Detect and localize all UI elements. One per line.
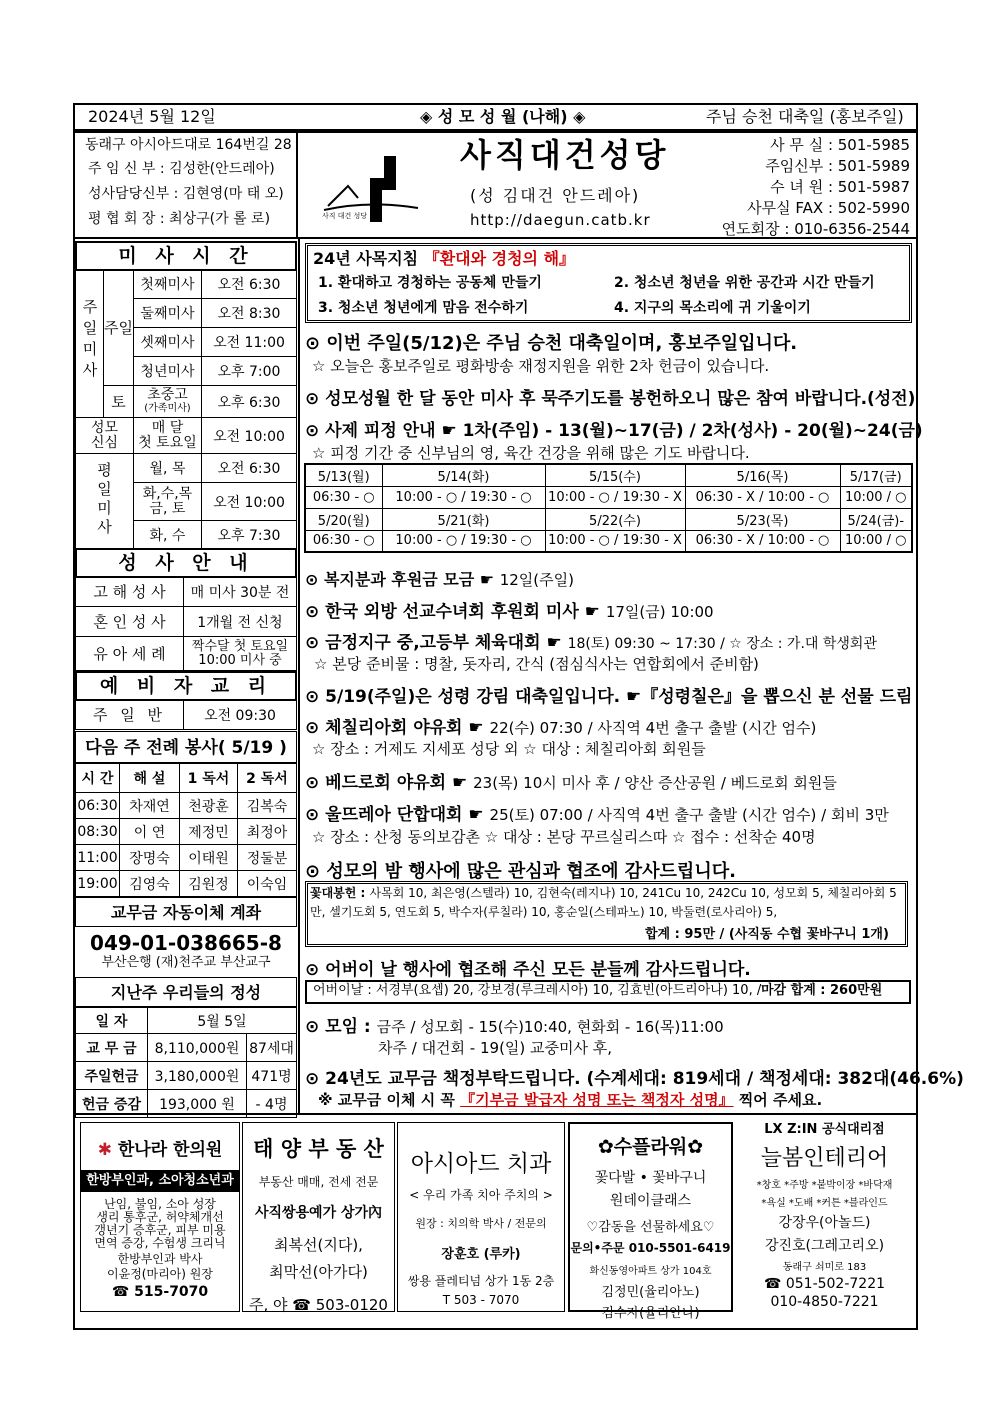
mass-name: 첫째미사 (133, 270, 201, 299)
flower-line: 원데이클래스 (609, 1193, 692, 1209)
header-date: 2024년 5월 12일 (88, 107, 216, 126)
duty-cell: 이 연 (120, 819, 180, 845)
catechumen-table (75, 699, 297, 730)
church-logo (318, 148, 428, 224)
duty-cell: 11:00 (76, 845, 120, 871)
duty-cell: 19:00 (76, 871, 120, 897)
hanara-line: 갱년기 증후군, 피부 미용 (94, 1223, 226, 1237)
marian-devotion-name: 매 달 첫 토요일 (133, 418, 201, 454)
saturday-mass-name: 초중고 (가족미사) (133, 386, 201, 418)
contact-fax: 사무실 FAX : 502-5990 (747, 199, 910, 217)
notice-ascension: ⊙ 이번 주일(5/12)은 주님 승천 대축일이며, 홍보주일입니다. (305, 333, 798, 354)
parish-assistant-priest: 성사담당신부 : 김현영(마 태 오) (88, 186, 284, 202)
duty-cell: 06:30 (76, 793, 120, 819)
bank-title: 교무금 자동이체 계좌 (75, 897, 297, 927)
liturgy-duty-title: 다음 주 전례 봉사( 5/19 ) (75, 731, 297, 763)
notice-rosary: ⊙ 성모성월 한 달 동안 미사 후 묵주기도를 봉헌하오니 많은 참여 바랍니다.(성전) (305, 389, 916, 409)
flower-offering-text: 꽃대봉헌 : 사목회 10, 최은영(스텔라) 10, 김현숙(레지나) 10, 241Cu 10, 242Cu 10, 성모회 5, 체칠리아회 5만, 셀기도회 5, 연도회 5, 박수자(루칠라) 10, 홍순일(스테파노) 10, 박둘련(로사리아) 5, (310, 886, 897, 919)
notice-dues-sub: ※ 교무금 이체 시 꼭 『기부금 발급자 성명 또는 책정자 성명』 찍어 주세요. (318, 1091, 823, 1109)
mass-time: 오전 8:30 (201, 299, 296, 328)
weekday-mass-time: 오전 6:30 (201, 454, 296, 483)
duty-cell: 장명숙 (120, 845, 180, 871)
weekday-mass-time: 오전 10:00 (201, 483, 296, 521)
flower-name: ✿수플라워✿ (597, 1136, 704, 1158)
hanara-line: 생리 통후군, 허약체개선 (96, 1210, 224, 1224)
retreat-mass: 06:30 - X / 10:00 - ○ (685, 530, 840, 552)
offerings-table (75, 1007, 297, 1118)
header-feast: 주님 승천 대축일 (홍보주일) (706, 107, 904, 126)
duty-cell: 정둘분 (238, 845, 297, 871)
notice-retreat: ⊙ 사제 피정 안내 ☛ 1차(주임) - 13(월)~17(금) / 2차(성사) - 20(월)~24(금) (305, 421, 923, 441)
offering-label: 교 무 금 (76, 1034, 148, 1062)
notice-retreat-sub: ☆ 피정 기간 중 신부님의 영, 육간 건강을 위해 많은 기도 바랍니다. (312, 444, 750, 462)
retreat-date: 5/15(수) (545, 464, 685, 486)
taeyang-line: 최복선(지다), (274, 1236, 363, 1254)
sacraments-title: 성 사 안 내 (75, 548, 297, 578)
duty-cell: 이숙임 (238, 871, 297, 897)
offering-count: 471명 (247, 1062, 297, 1090)
parish-pastor: 주 임 신 부 : 김성한(안드레아) (88, 161, 275, 177)
retreat-mass: 10:00 - ○ / 19:30 - ○ (382, 486, 545, 508)
sacrament-value: 1개월 전 신청 (184, 607, 297, 637)
mass-time: 오후 7:00 (201, 357, 296, 386)
hanara-phone: ☎ 515-7070 (111, 1284, 209, 1300)
notice-dues: ⊙ 24년도 교무금 책정부탁드립니다. (수계세대: 819세대 / 책정세대: 382대(46.6%) (305, 1069, 964, 1089)
catechumen-time: 오전 09:30 (184, 700, 297, 730)
interior-line: 동래구 쇠미로 183 (782, 1262, 867, 1273)
sacrament-name: 혼 인 성 사 (76, 607, 184, 637)
mass-name: 셋째미사 (133, 328, 201, 357)
bank-account: 049-01-038665-8 (90, 931, 282, 955)
ads-top-border (73, 1113, 918, 1115)
asiad-slogan: < 우리 가족 치아 주치의 > (409, 1188, 553, 1202)
interior-line: 강진호(그레고리오) (764, 1238, 885, 1254)
notice-sports-day: ⊙ 금정지구 중,고등부 체육대회 ☛ 18(토) 09:30 ~ 17:30 / ☆ 장소 : 가.대 학생회관 (305, 633, 877, 653)
duty-header: 시 간 (76, 764, 120, 793)
retreat-mass: 06:30 - X / 10:00 - ○ (685, 486, 840, 508)
taeyang-line: 사직쌍용예가 상가內 (254, 1205, 383, 1221)
contact-convent: 수 녀 원 : 501-5987 (770, 178, 910, 196)
duty-cell: 김영숙 (120, 871, 180, 897)
duty-header: 해 설 (120, 764, 180, 793)
interior-line: *욕실 *도배 *커튼 *블라인드 (761, 1198, 888, 1209)
sacrament-value: 짝수달 첫 토요일 10:00 미사 중 (184, 637, 297, 671)
flower-line: 김수자(율리안나) (601, 1306, 700, 1321)
retreat-mass: 10:00 - ○ / 19:30 - X (545, 486, 685, 508)
ad-hanara-clinic (80, 1122, 240, 1312)
notice-cecilia-outing-sub: ☆ 장소 : 거제도 지세포 성당 외 ☆ 대상 : 체칠리아회 회원들 (312, 740, 706, 758)
retreat-mass: 06:30 - ○ (305, 530, 382, 552)
flower-line: ♡감동을 선물하세요♡ (586, 1220, 715, 1235)
retreat-date: 5/22(수) (545, 508, 685, 530)
interior-dealer: LX Z:IN 공식대리점 (764, 1122, 885, 1137)
parish-address: 동래구 아시아드대로 164번길 28 (85, 137, 292, 153)
liturgy-duty-table (75, 763, 297, 897)
hanara-logo: ✱ 한나라 한의원 (97, 1140, 223, 1160)
weekday-mass-name: 월, 목 (133, 454, 201, 483)
notice-pentecost: ⊙ 5/19(주일)은 성령 강림 대축일입니다. ☛『성령칠은』을 뽑으신 분 선물 드림 (305, 687, 913, 707)
offering-count: 87세대 (247, 1034, 297, 1062)
retreat-schedule-table (304, 463, 913, 553)
flower-icon: ✱ (97, 1140, 112, 1160)
notice-ascension-sub: ☆ 오늘은 홍보주일로 평화방송 재정지원을 위한 2차 헌금이 있습니다. (312, 357, 770, 375)
duty-cell: 천광훈 (180, 793, 238, 819)
weekday-mass-label: 평일미사 (76, 454, 134, 550)
mass-time: 오전 6:30 (201, 270, 296, 299)
asiad-doctor: 장훈호 (루카) (441, 1247, 521, 1262)
saturday-mass-time: 오후 6:30 (201, 386, 296, 418)
notice-parents-day: ⊙ 어버이 날 행사에 협조해 주신 모든 분들께 감사드립니다. (305, 960, 751, 980)
marian-devotion-time: 오전 10:00 (201, 418, 296, 454)
flower-line: 김정민(율리아노) (601, 1285, 700, 1300)
notice-ultreya-sub: ☆ 장소 : 산청 동의보감촌 ☆ 대상 : 본당 꾸르실리스따 ☆ 접수 : 선착순 40명 (312, 828, 816, 846)
retreat-mass: 06:30 - ○ (305, 486, 382, 508)
offerings-title: 지난주 우리들의 정성 (75, 977, 297, 1007)
parents-day-donors: 어버이날 : 서경부(요셉) 20, 강보경(루크레시아) 10, 김효빈(아드리아나) 10, / (313, 983, 762, 998)
church-url[interactable]: http://daegun.catb.kr (470, 211, 651, 229)
hanara-dept: 한방부인과, 소아청소년과 (81, 1170, 239, 1192)
pastoral-item-2: 2. 청소년 청년을 위한 공간과 시간 만들기 (614, 275, 875, 291)
notice-cecilia-outing: ⊙ 체칠리아회 야유회 ☛ 22(수) 07:30 / 사직역 4번 출구 출발 (시간 엄수) (305, 718, 817, 738)
column-divider (298, 239, 300, 1113)
sacrament-value: 매 미사 30분 전 (184, 577, 297, 607)
hanara-doctor: 한방부인과 박사 (117, 1252, 203, 1266)
asiad-title: 원장 : 치의학 박사 / 전문의 (415, 1217, 547, 1230)
ad-asiad-dental (397, 1122, 565, 1312)
asiad-phone: T 503 - 7070 (442, 1293, 520, 1307)
sunday-label: 주일 (104, 270, 134, 386)
mass-times-table (75, 269, 297, 550)
info-divider-1 (296, 131, 298, 239)
weekday-mass-name: 화,수,목 금, 토 (133, 483, 201, 521)
offering-header: 5월 5일 (148, 1008, 297, 1034)
asiad-name: 아시아드 치과 (410, 1151, 552, 1177)
contact-office: 사 무 실 : 501-5985 (770, 136, 910, 154)
ad-sue-flower (568, 1122, 733, 1321)
weekday-mass-time: 오후 7:30 (201, 521, 296, 550)
retreat-date: 5/24(금)- (840, 508, 912, 530)
offering-label: 주일헌금 (76, 1062, 148, 1090)
sacrament-name: 유 아 세 례 (76, 637, 184, 671)
retreat-date: 5/23(목) (685, 508, 840, 530)
offering-amount: 3,180,000원 (148, 1062, 247, 1090)
retreat-mass: 10:00 / ○ (840, 486, 912, 508)
saturday-label: 토 (104, 386, 134, 418)
interior-line: *창호 *주방 *붙박이장 *바닥재 (756, 1180, 893, 1191)
duty-cell: 이태원 (180, 845, 238, 871)
taeyang-name: 태 양 부 동 산 (253, 1137, 384, 1161)
catechumen-title: 예 비 자 교 리 (75, 671, 297, 701)
duty-cell: 08:30 (76, 819, 120, 845)
retreat-mass: 10:00 / ○ (840, 530, 912, 552)
offering-label: 헌금 증감 (76, 1090, 148, 1118)
retreat-date: 5/20(월) (305, 508, 382, 530)
notice-sports-day-sub: ☆ 본당 준비물 : 명찰, 돗자리, 간식 (점심식사는 연합회에서 준비함) (314, 655, 759, 673)
duty-cell: 김원정 (180, 871, 238, 897)
retreat-date: 5/14(화) (382, 464, 545, 486)
retreat-date: 5/16(목) (685, 464, 840, 486)
taeyang-phone: 주, 야 ☎ 503-0120 (249, 1296, 388, 1314)
retreat-date: 5/17(금) (840, 464, 912, 486)
notice-meetings: ⊙ 모임 : 금주 / 성모회 - 15(수)10:40, 현화회 - 16(목)11:00 (305, 1017, 724, 1037)
mass-times-title: 미 사 시 간 (75, 241, 297, 271)
header-season: ◈ 성 모 성 월 (나해) ◈ (420, 107, 586, 126)
interior-line: 강장우(아놀드) (778, 1215, 871, 1231)
ad-neulbom-interior (737, 1118, 912, 1318)
sacrament-name: 고 해 성 사 (76, 577, 184, 607)
church-patron: (성 김대건 안드레아) (470, 186, 641, 205)
retreat-mass: 10:00 - ○ / 19:30 - X (545, 530, 685, 552)
pastoral-item-3: 3. 청소년 청년에게 맘음 전수하기 (318, 300, 529, 316)
asiad-address: 쌍용 플레티넘 상가 1동 2층 (407, 1274, 555, 1288)
duty-cell: 차재연 (120, 793, 180, 819)
parish-council-head: 평 협 회 장 : 최상구(가 롤 로) (88, 211, 271, 227)
contacts-list (690, 135, 910, 240)
contact-requiem: 연도회장 : 010-6356-2544 (721, 220, 910, 238)
duty-header: 1 독서 (180, 764, 238, 793)
sacraments-table (75, 576, 297, 671)
offering-amount: 8,110,000원 (148, 1034, 247, 1062)
notice-meetings-next: 차주 / 대건회 - 19(일) 교중미사 후, (378, 1039, 613, 1057)
flower-line: 문의•주문 010-5501-6419 (570, 1241, 731, 1255)
retreat-date: 5/21(화) (382, 508, 545, 530)
pastoral-item-1: 1. 환대하고 경청하는 공동체 만들기 (318, 275, 542, 291)
taeyang-line: 부동산 매매, 전세 전문 (258, 1175, 379, 1189)
interior-phone: 010-4850-7221 (770, 1294, 879, 1310)
ad-taeyang-realty (242, 1122, 395, 1312)
duty-cell: 제정민 (180, 819, 238, 845)
sunday-mass-label: 주일미사 (76, 270, 104, 418)
logo-text: 사직 대건 성당 (322, 212, 368, 220)
parents-day-total: 마감 합계 : 260만원 (761, 983, 883, 998)
flower-line: 화신동영아파트 상가 104호 (589, 1266, 712, 1277)
flower-line: 꽃다발 • 꽃바구니 (594, 1170, 707, 1186)
offering-header: 일 자 (76, 1008, 148, 1034)
interior-name: 늘봄인테리어 (760, 1146, 889, 1171)
taeyang-line: 최막선(아가다) (269, 1263, 368, 1281)
hanara-line: 난임, 불임, 소아 성장 (104, 1197, 216, 1211)
church-name: 사직대건성당 (460, 136, 670, 174)
retreat-date: 5/13(월) (305, 464, 382, 486)
mass-name: 청년미사 (133, 357, 201, 386)
flower-offering-total: 합계 : 95만 / (사직동 수협 꽃바구니 1개) (645, 927, 889, 942)
offering-count: - 4명 (247, 1090, 297, 1118)
pastoral-item-4: 4. 지구의 목소리에 귀 기울이기 (614, 300, 811, 316)
mass-time: 오전 11:00 (201, 328, 296, 357)
hanara-line: 면역 증강, 수험생 크리닉 (94, 1236, 226, 1250)
notice-ultreya: ⊙ 울뜨레아 단합대회 ☛ 25(토) 07:00 / 사직역 4번 출구 출발 (시간 엄수) / 회비 3만 (305, 805, 889, 825)
duty-cell: 최정아 (238, 819, 297, 845)
offering-amount: 193,000 원 (148, 1090, 247, 1118)
weekday-mass-name: 화, 수 (133, 521, 201, 550)
notice-welfare: ⊙ 복지분과 후원금 모금 ☛ 12일(주일) (305, 570, 574, 589)
mass-name: 둘째미사 (133, 299, 201, 328)
contact-pastor: 주임신부 : 501-5989 (765, 157, 910, 175)
hanara-director: 이윤정(마리아) 원장 (107, 1267, 213, 1281)
retreat-mass: 10:00 - ○ / 19:30 - ○ (382, 530, 545, 552)
duty-cell: 김복숙 (238, 793, 297, 819)
duty-header: 2 독서 (238, 764, 297, 793)
bank-holder: 부산은행 (재)천주교 부산교구 (101, 955, 271, 970)
interior-phone: ☎ 051-502-7221 (763, 1276, 886, 1292)
pastoral-title: 24년 사목지침 『환대와 경청의 해』 (313, 249, 576, 268)
marian-devotion-label: 성모신심 (76, 418, 134, 454)
notice-peter-outing: ⊙ 베드로회 야유회 ☛ 23(목) 10시 미사 후 / 양산 증산공원 / 베드로회 회원들 (305, 773, 837, 793)
catechumen-class: 주 일 반 (76, 700, 184, 730)
notice-mission-mass: ⊙ 한국 외방 선교수녀회 후원회 미사 ☛ 17일(금) 10:00 (305, 602, 714, 622)
notice-marian-night: ⊙ 성모의 밤 행사에 많은 관심과 협조에 감사드립니다. (305, 861, 736, 882)
